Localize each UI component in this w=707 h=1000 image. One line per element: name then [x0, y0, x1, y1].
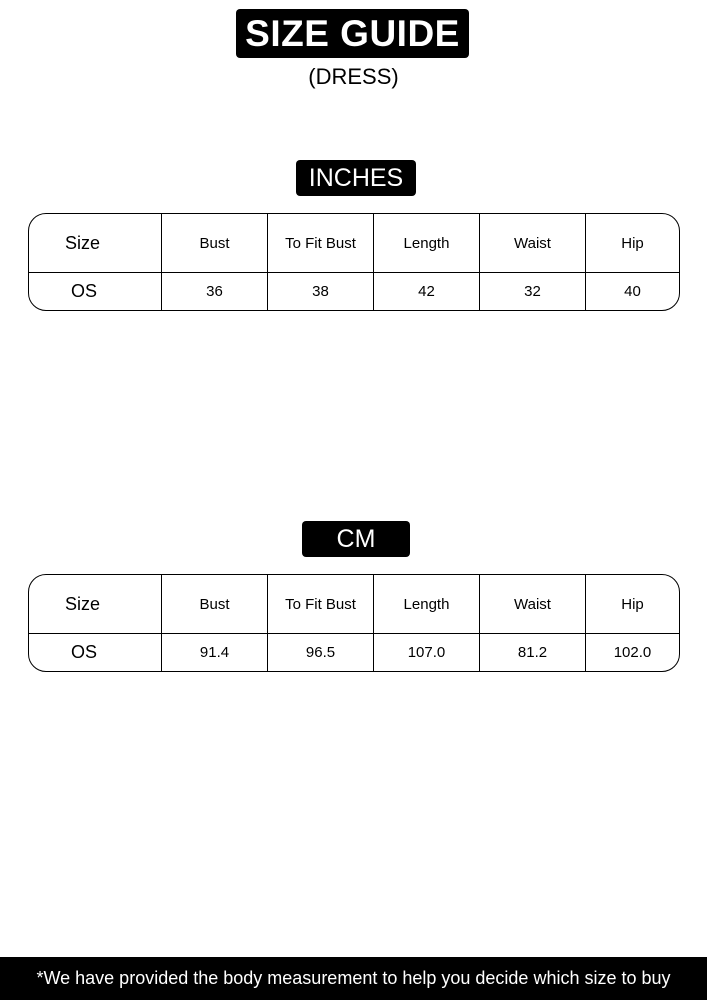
table-header-cell: Size: [29, 214, 162, 273]
inches-size-table: [28, 213, 680, 311]
table-cell: 32: [480, 273, 586, 310]
table-cell: 42: [374, 273, 480, 310]
page-title: SIZE GUIDE: [236, 9, 469, 58]
table-header-cell: Bust: [162, 214, 268, 273]
table-header-cell: Hip: [586, 214, 679, 273]
table-header-cell: Length: [374, 575, 480, 634]
table-header-cell: Length: [374, 214, 480, 273]
table-cell: 107.0: [374, 634, 480, 671]
table-header-cell: Bust: [162, 575, 268, 634]
table-cell: 96.5: [268, 634, 374, 671]
table-cell: OS: [29, 273, 162, 310]
cm-size-table: [28, 574, 680, 672]
table-cell: 38: [268, 273, 374, 310]
inches-section-label: INCHES: [296, 160, 416, 196]
table-header-cell: Size: [29, 575, 162, 634]
table-header-cell: Waist: [480, 214, 586, 273]
table-cell: 81.2: [480, 634, 586, 671]
footer-note: *We have provided the body measurement to help you decide which size to buy: [0, 957, 707, 1000]
table-header-cell: To Fit Bust: [268, 575, 374, 634]
table-header-cell: To Fit Bust: [268, 214, 374, 273]
table-cell: 36: [162, 273, 268, 310]
table-cell: 40: [624, 283, 641, 300]
table-cell: 102.0: [613, 644, 652, 661]
table-cell: 91.4: [162, 634, 268, 671]
page-subtitle: (DRESS): [308, 64, 399, 89]
table-cell: OS: [29, 634, 162, 671]
cm-section-label: CM: [302, 521, 410, 557]
table-header-cell: Waist: [480, 575, 586, 634]
table-header-cell: Hip: [586, 575, 679, 634]
